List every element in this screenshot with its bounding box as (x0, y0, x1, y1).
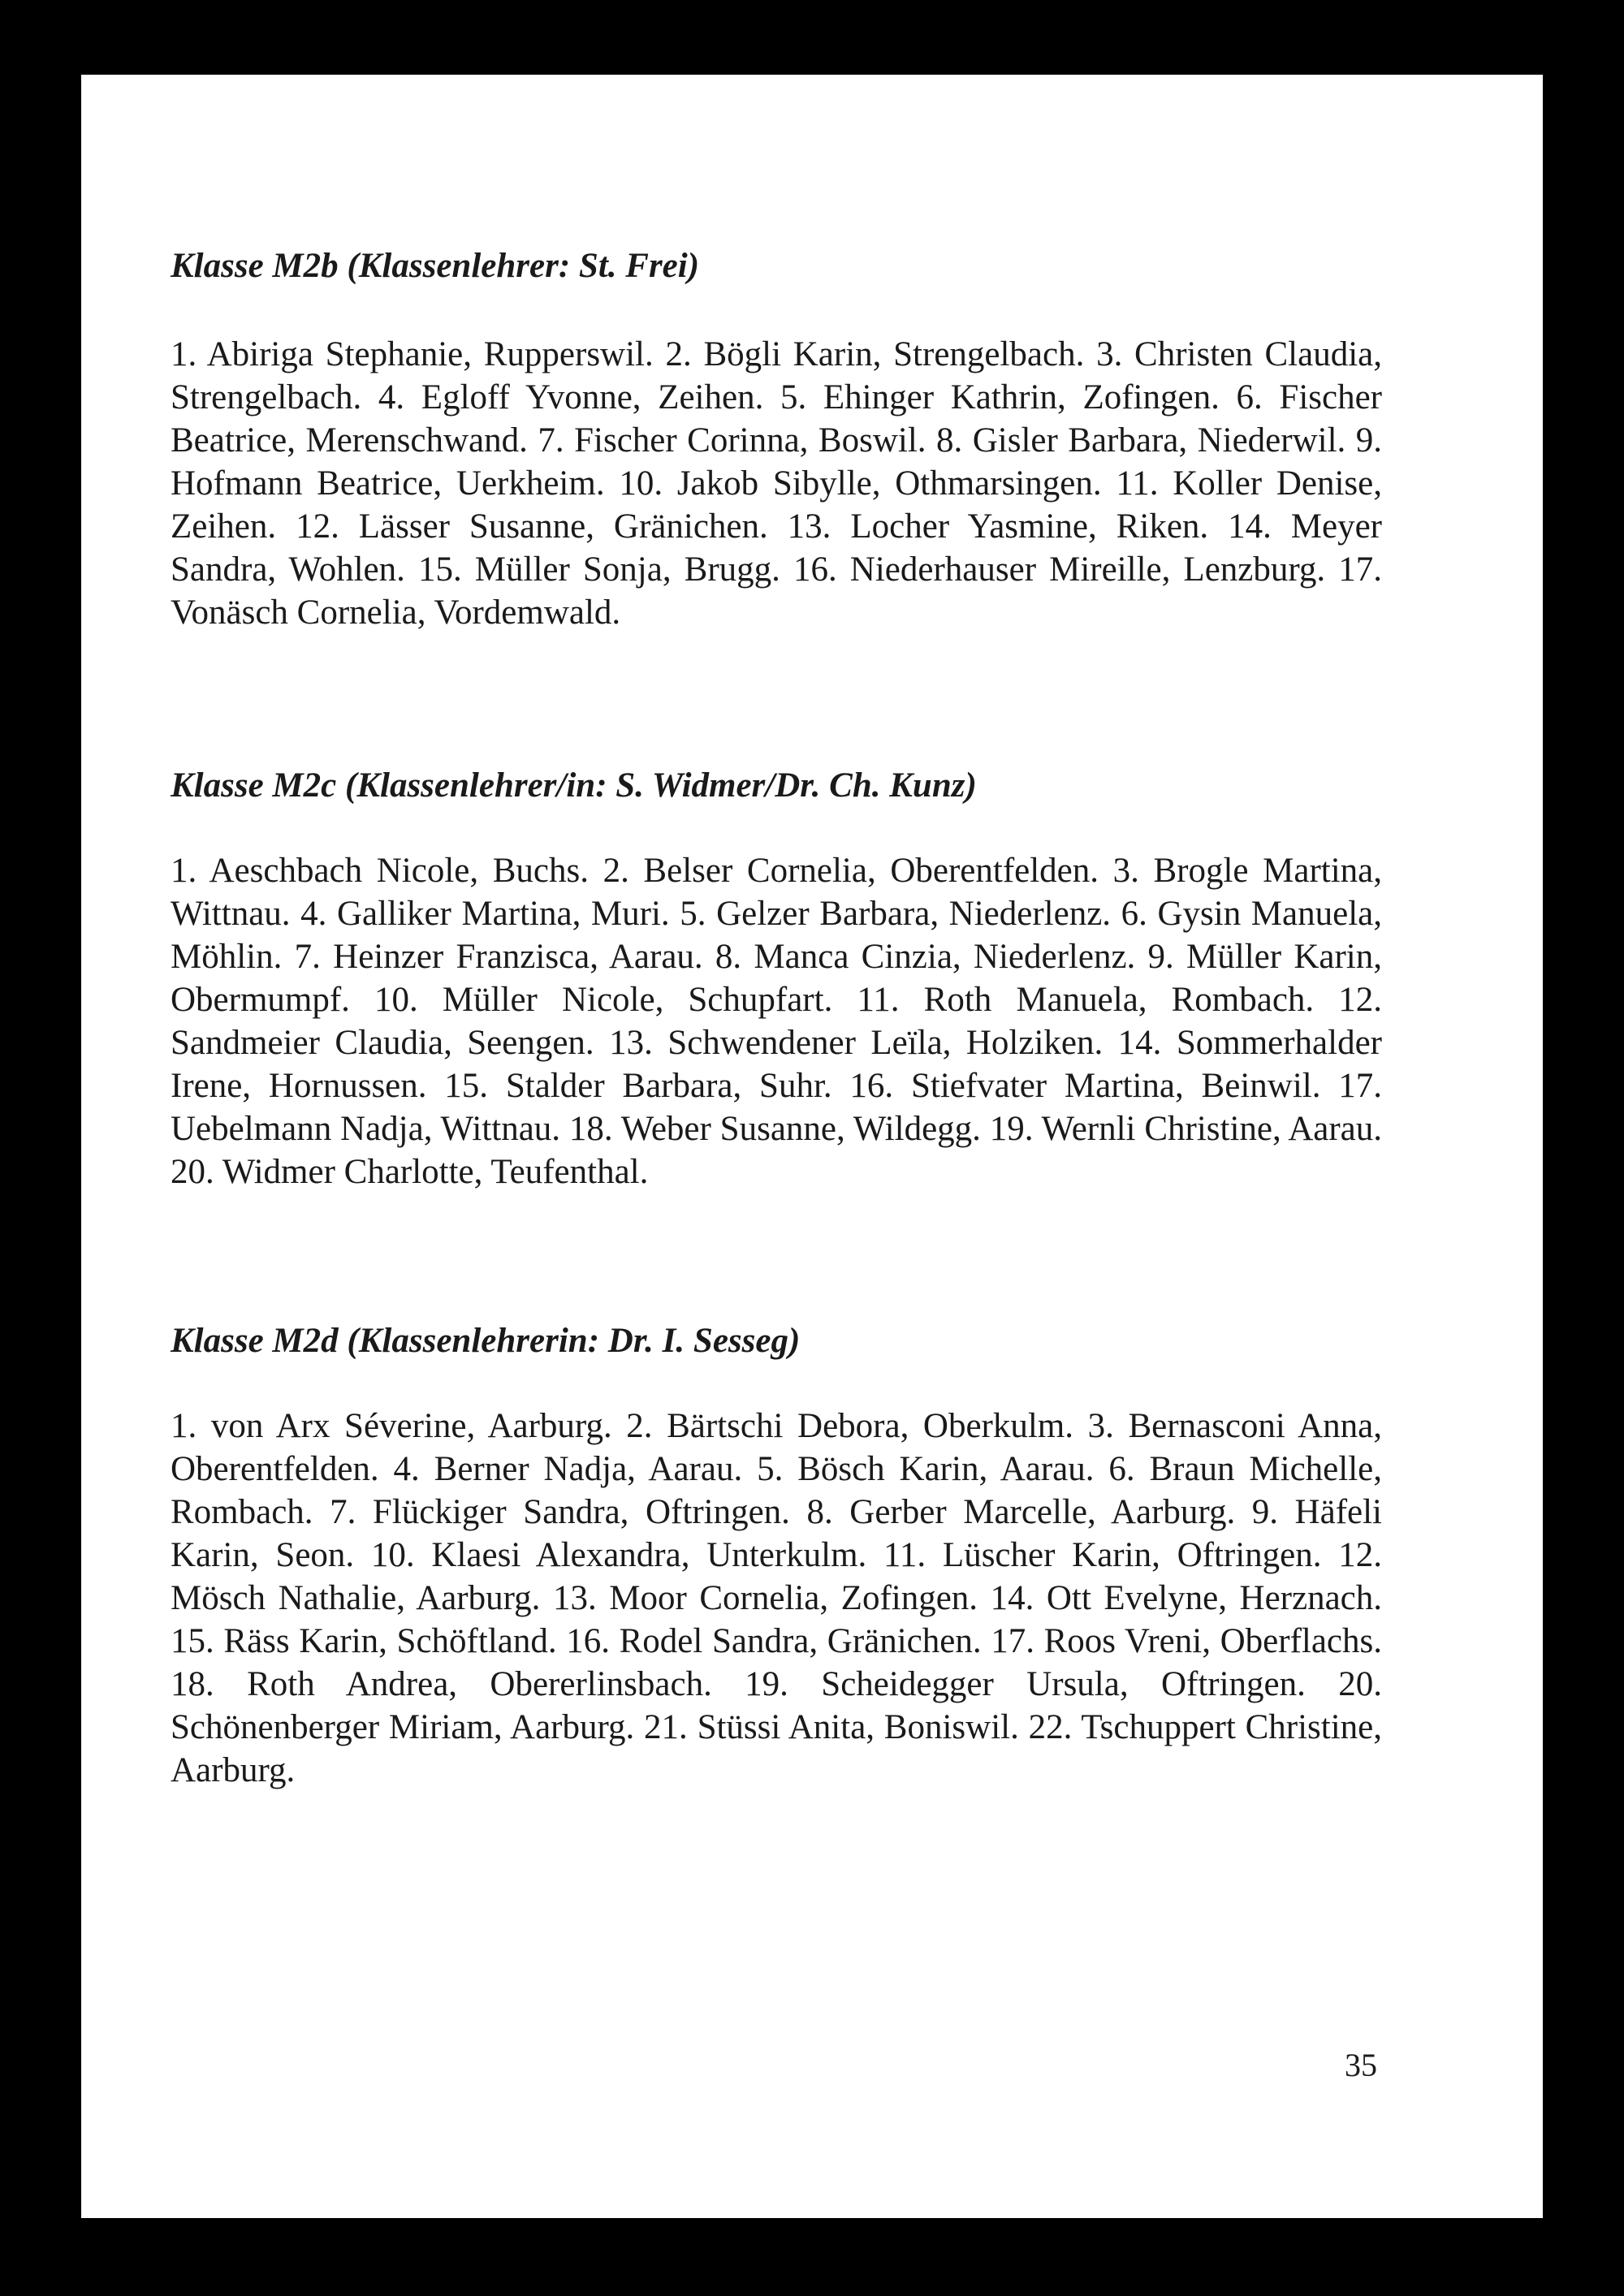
page-number: 35 (1345, 2047, 1377, 2083)
section-heading-m2d: Klasse M2d (Klassenlehrerin: Dr. I. Sesseg) (171, 1322, 801, 1360)
section-heading-m2b: Klasse M2b (Klassenlehrer: St. Frei) (171, 247, 700, 285)
section-heading-m2c: Klasse M2c (Klassenlehrer/in: S. Widmer/Dr. Ch. Kunz) (171, 766, 977, 805)
scan-border-left (0, 0, 81, 2296)
section-text-m2c: 1. Aeschbach Nicole, Buchs. 2. Belser Cornelia, Oberentfelden. 3. Brogle Martina, Wittnau. 4. Galliker Martina, Muri. 5. Gelzer Barbara, Niederlenz. 6. Gysin Manuela, Möhlin. 7. Heinzer Franzisca, Aarau. 8. Manca Cinzia, Niederlenz. 9. Müller Karin, Obermumpf. 10. Müller Nicole, Schupfart. 11. Roth Manuela, Rombach. 12. Sandmeier Claudia, Seengen. 13. Schwendener Leïla, Holziken. 14. Sommerhalder Irene, Hornussen. 15. Stalder Barbara, Suhr. 16. Stiefvater Martina, Beinwil. 17. Uebelmann Nadja, Wittnau. 18. Weber Susanne, Wildegg. 19. Wernli Christine, Aarau. 20. Widmer Charlotte, Teufenthal. (171, 852, 1382, 1191)
scan-border-top (0, 0, 1624, 75)
scan-border-bottom (0, 2218, 1624, 2296)
section-text-m2d: 1. von Arx Séverine, Aarburg. 2. Bärtschi Debora, Oberkulm. 3. Bernasconi Anna, Oberentfelden. 4. Berner Nadja, Aarau. 5. Bösch Karin, Aarau. 6. Braun Michelle, Rombach. 7. Flückiger Sandra, Oftringen. 8. Gerber Marcelle, Aarburg. 9. Häfeli Karin, Seon. 10. Klaesi Alexandra, Unterkulm. 11. Lüscher Karin, Oftringen. 12. Mösch Nathalie, Aarburg. 13. Moor Cornelia, Zofingen. 14. Ott Evelyne, Herznach. 15. Räss Karin, Schöftland. 16. Rodel Sandra, Gränichen. 17. Roos Vreni, Oberflachs. 18. Roth Andrea, Obererlinsbach. 19. Scheidegger Ursula, Oftringen. 20. Schönenberger Miriam, Aarburg. 21. Stüssi Anita, Boniswil. 22. Tschuppert Christine, Aarburg. (171, 1407, 1382, 1789)
section-text-m2b: 1. Abiriga Stephanie, Rupperswil. 2. Bögli Karin, Strengelbach. 3. Christen Claudia, Strengelbach. 4. Egloff Yvonne, Zeihen. 5. Ehinger Kathrin, Zofingen. 6. Fischer Beatrice, Merenschwand. 7. Fischer Corinna, Boswil. 8. Gisler Barbara, Niederwil. 9. Hofmann Beatrice, Uerkheim. 10. Jakob Sibylle, Othmarsingen. 11. Koller Denise, Zeihen. 12. Lässer Susanne, Gränichen. 13. Locher Yasmine, Riken. 14. Meyer Sandra, Wohlen. 15. Müller Sonja, Brugg. 16. Niederhauser Mireille, Lenzburg. 17. Vonäsch Cornelia, Vordemwald. (171, 335, 1382, 632)
scan-border-right (1543, 0, 1624, 2296)
